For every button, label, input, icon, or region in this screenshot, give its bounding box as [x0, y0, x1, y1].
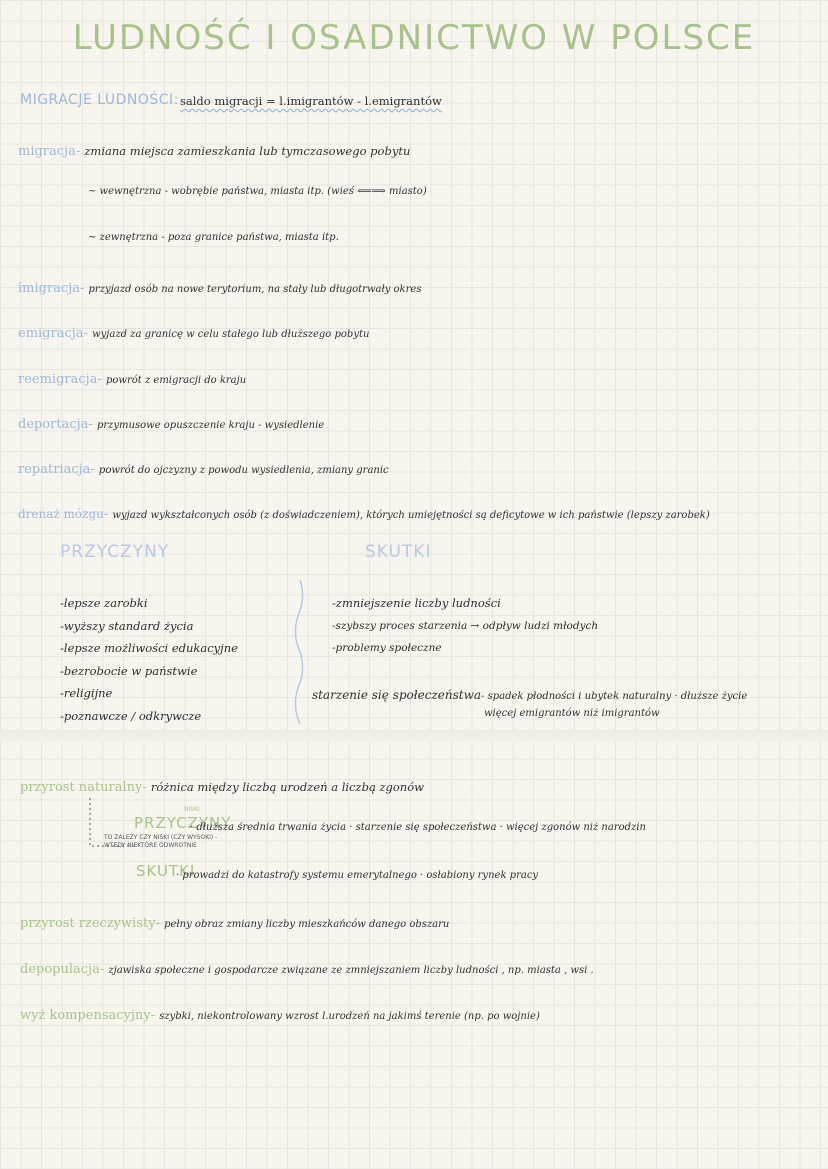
list-item: -szybszy proces starzenia → odpływ ludzi młodych — [332, 619, 599, 632]
definition-przyrost-naturalny: przyrost naturalny- różnica między liczbą urodzeń a liczbą zgonów — [20, 780, 424, 795]
term: migracja — [18, 144, 76, 159]
skutki-list — [332, 592, 652, 660]
definition-przyrost-rzeczywisty: przyrost rzeczywisty- pełny obraz zmiany liczby mieszkańców danego obszaru — [20, 916, 450, 931]
przyrost-note: TO ZALEŻY CZY NISKI (CZY WYSOKI) - WTEDY NIEKTÓRE ODWROTNIE — [104, 834, 218, 849]
definition-migracja: migracja- zmiana miejsca zamieszkania lub tymczasowego pobytu — [18, 144, 411, 159]
term: wyż kompensacyjny — [20, 1008, 151, 1023]
migracja-type-external: ~ zewnętrzna - poza granice państwa, miasta itp. — [88, 232, 339, 243]
definition-text: przymusowe opuszczenie kraju — [96, 420, 255, 431]
list-item: -wyższy standard życia — [60, 618, 194, 633]
term: depopulacja — [20, 962, 100, 977]
wavy-divider-icon — [288, 578, 312, 728]
list-item: -religijne — [60, 686, 113, 700]
definition-text: wyjazd za granicę w celu stałego lub dłuższego pobytu — [92, 329, 370, 340]
przyczyny-heading: PRZYCZYNY — [60, 542, 170, 562]
section-divider — [0, 730, 828, 742]
przyrost-przyczyny-label: PRZYCZYNY — [134, 814, 232, 832]
list-item: -problemy społeczne — [332, 642, 442, 654]
term: repatriacja — [18, 462, 91, 477]
skutki-heading: SKUTKI — [365, 542, 432, 562]
term: deportacja — [18, 417, 89, 432]
term: przyrost rzeczywisty — [20, 916, 156, 931]
definition-drenaz-mozgu: drenaż mózgu- wyjazd wykształconych osób (z doświadczeniem), których umiejętności są deficytowe w ich państwie (lepszy zarobek) — [18, 507, 710, 522]
definition-depopulacja: depopulacja- zjawiska społeczne i gospodarcze związane ze zmniejszaniem liczby ludności , np. miasta , wsi . — [20, 962, 594, 977]
definition-text: zjawiska społeczne i gospodarcze związane ze zmniejszaniem liczby ludności , np. miasta , wsi . — [108, 965, 594, 976]
starzenie-term: starzenie się społeczeństwa — [312, 688, 482, 702]
definition-emigracja: emigracja- wyjazd za granicę w celu stałego lub dłuższego pobytu — [18, 326, 370, 341]
page-title: LUDNOŚĆ I OSADNICTWO W POLSCE — [72, 18, 756, 58]
term: drenaż mózgu — [18, 507, 104, 521]
definition-repatriacja: repatriacja- powrót do ojczyzny z powodu wysiedlenia, zmiany granic — [18, 462, 389, 477]
definition-text: zmiana miejsca zamieszkania lub tymczasowego pobytu — [84, 144, 411, 158]
definition-imigracja: imigracja- przyjazd osób na nowe terytorium, na stały lub długotrwały okres — [18, 281, 422, 296]
definition-extra: wysiedlenie — [264, 420, 325, 431]
migracja-type-internal: ~ wewnętrzna - wobrębie państwa, miasta itp. (wieś ⟸⟹ miasto) — [88, 186, 427, 197]
definition-text: wyjazd wykształconych osób (z doświadczeniem), których umiejętności są deficytowe w ich państwie (lepszy zarobek) — [112, 510, 710, 521]
migracje-heading: MIGRACJE LUDNOŚCI: — [20, 92, 179, 108]
list-item: -lepsze zarobki — [60, 596, 148, 610]
definition-text: różnica między liczbą urodzeń a liczbą zgonów — [150, 780, 424, 794]
list-item: -poznawcze / odkrywcze — [60, 708, 202, 723]
definition-text: przyjazd osób na nowe terytorium, na stały lub długotrwały okres — [88, 284, 422, 295]
term: imigracja — [18, 281, 80, 296]
definition-text: pełny obraz zmiany liczby mieszkańców danego obszaru — [164, 919, 450, 930]
list-item: -lepsze możliwości edukacyjne — [60, 641, 238, 655]
definition-text: powrót do ojczyzny z powodu wysiedlenia, zmiany granic — [98, 465, 389, 476]
przyrost-przyczyny-text: · dłuższa średnia trwania życia · starzenie się społeczeństwa · więcej zgonów niż narodzin — [190, 822, 646, 833]
definition-reemigracja: reemigracja- powrót z emigracji do kraju — [18, 372, 247, 387]
przyrost-skutki-text: · prowadzi do katastrofy systemu emerytalnego · osłabiony rynek pracy — [176, 870, 539, 881]
definition-text: szybki, niekontrolowany wzrost l.urodzeń na jakimś terenie (np. po wojnie) — [159, 1011, 540, 1022]
definition-wyz-kompensacyjny: wyż kompensacyjny- szybki, niekontrolowany wzrost l.urodzeń na jakimś terenie (np. po wojnie) — [20, 1008, 540, 1023]
term: emigracja — [18, 326, 84, 341]
starzenie-text: - spadek płodności i ubytek naturalny · dłuższe życie — [481, 691, 748, 702]
definition-text: powrót z emigracji do kraju — [105, 375, 247, 386]
list-item: -zmniejszenie liczby ludności — [332, 596, 501, 610]
niski-label: NISKI — [184, 806, 200, 813]
przyczyny-list — [60, 592, 290, 727]
list-item: -bezrobocie w państwie — [60, 663, 198, 678]
starzenie-line — [312, 684, 747, 703]
przyrost-skutki-label: SKUTKI — [136, 862, 196, 880]
saldo-formula: saldo migracji = l.imigrantów - l.emigrantów — [180, 94, 442, 108]
term: reemigracja — [18, 372, 98, 387]
term: przyrost naturalny — [20, 780, 143, 795]
definition-deportacja: deportacja- przymusowe opuszczenie kraju - wysiedlenie — [18, 417, 325, 432]
starzenie-text-2: więcej emigrantów niż imigrantów — [484, 708, 660, 719]
